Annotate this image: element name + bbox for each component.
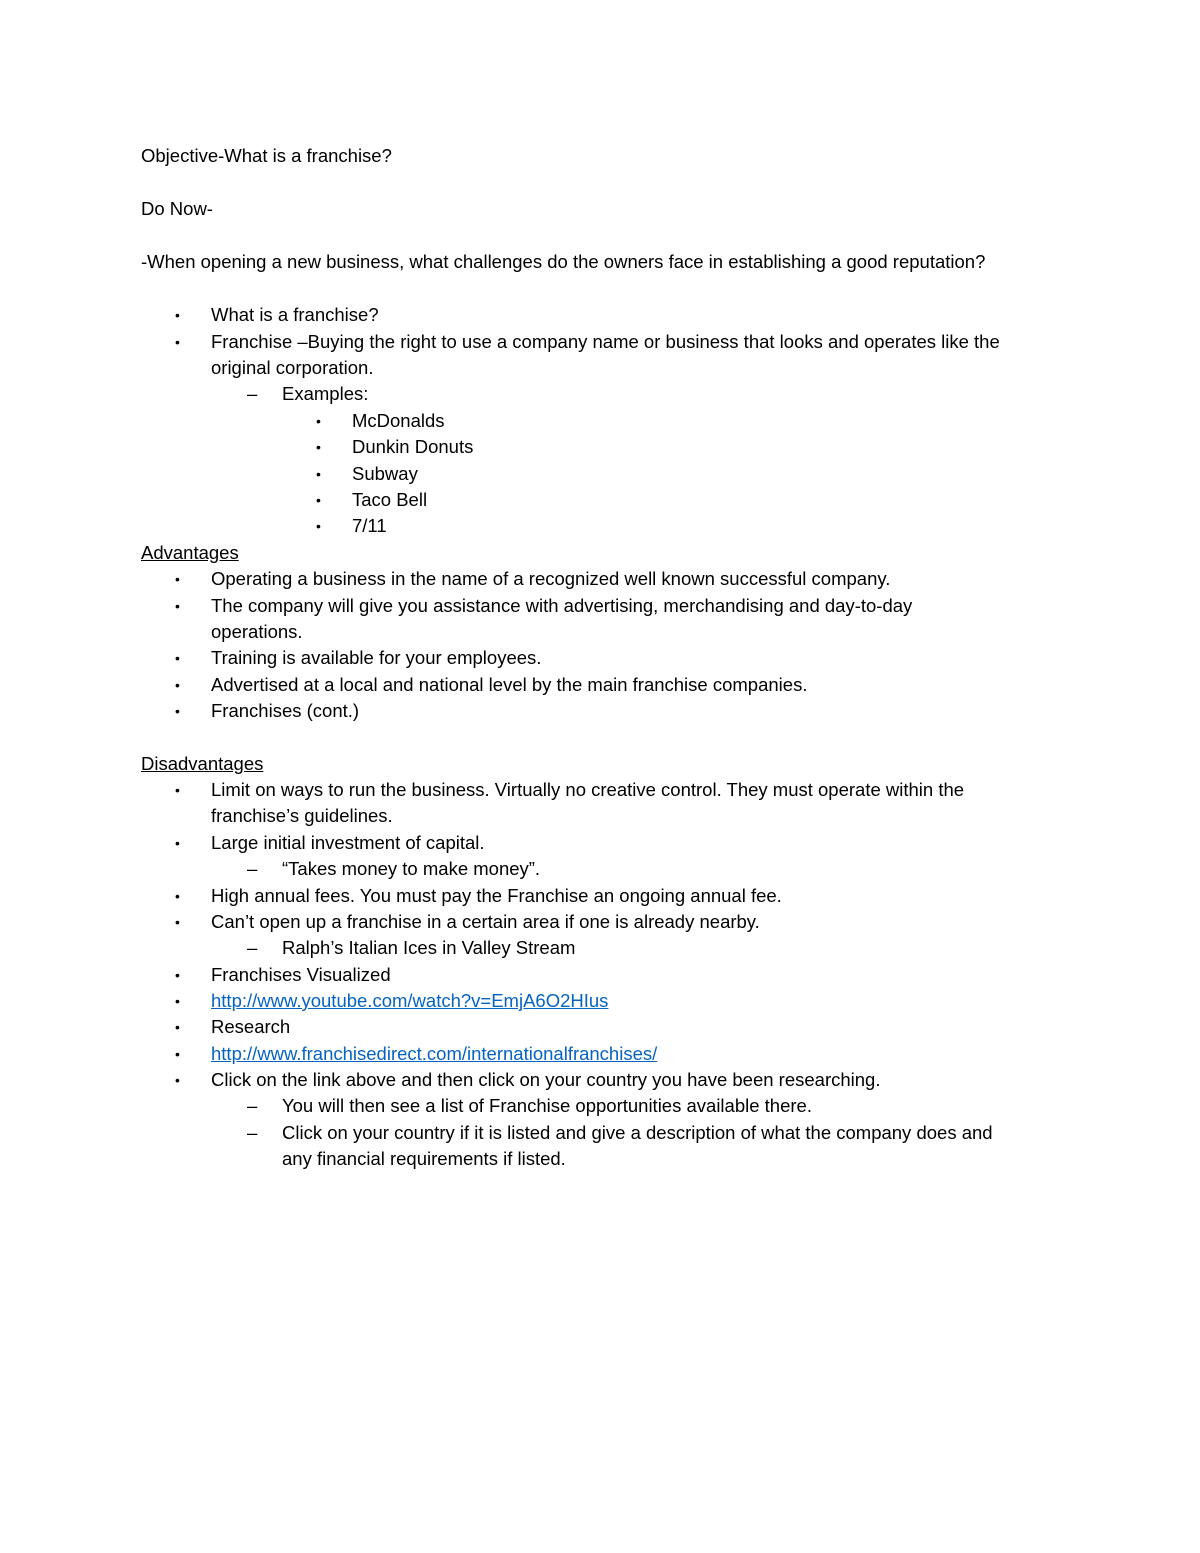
disadvantage-item: Franchises Visualized <box>211 964 391 985</box>
bullet-glyph: • <box>175 334 180 350</box>
bullet-glyph: • <box>175 835 180 851</box>
dash-glyph: – <box>247 937 258 958</box>
bullet-glyph: • <box>175 888 180 904</box>
example-item: McDonalds <box>352 410 445 431</box>
example-item: 7/11 <box>352 515 387 536</box>
bullet-glyph: • <box>175 598 180 614</box>
disadvantage-item: High annual fees. You must pay the Franchise an ongoing annual fee. <box>211 885 782 906</box>
bullet-glyph: • <box>175 914 180 930</box>
dash-glyph: – <box>247 383 258 404</box>
advantages-heading: Advantages <box>141 542 239 563</box>
bullet-glyph: • <box>316 492 321 508</box>
bullet-glyph: • <box>316 439 321 455</box>
bullet-glyph: • <box>175 677 180 693</box>
advantage-item: Training is available for your employees. <box>211 647 542 668</box>
franchisedirect-link[interactable]: http://www.franchisedirect.com/internationalfranchises/ <box>211 1043 658 1064</box>
question-line: -When opening a new business, what challenges do the owners face in establishing a good reputation? <box>141 251 986 272</box>
bullet-glyph: • <box>175 782 180 798</box>
advantage-item: Franchises (cont.) <box>211 700 360 721</box>
bullet-glyph: • <box>316 466 321 482</box>
example-item: Subway <box>352 463 418 484</box>
youtube-link[interactable]: http://www.youtube.com/watch?v=EmjA6O2HIus <box>211 990 609 1011</box>
objective-line: Objective-What is a franchise? <box>141 145 392 166</box>
intro-item-continued: original corporation. <box>211 357 374 378</box>
disadvantage-item: Limit on ways to run the business. Virtually no creative control. They must operate within the <box>211 779 965 800</box>
advantage-item: The company will give you assistance with advertising, merchandising and day-to-day <box>211 595 913 616</box>
dash-glyph: – <box>247 858 258 879</box>
example-item: Taco Bell <box>352 489 428 510</box>
advantage-item: Operating a business in the name of a recognized well known successful company. <box>211 568 891 589</box>
intro-item: Franchise –Buying the right to use a company name or business that looks and operates like the <box>211 331 1000 352</box>
bullet-glyph: • <box>175 967 180 983</box>
disadvantage-subitem: “Takes money to make money”. <box>282 858 541 879</box>
bullet-glyph: • <box>175 650 180 666</box>
intro-item: What is a franchise? <box>211 304 379 325</box>
dash-glyph: – <box>247 1122 258 1143</box>
disadvantage-subitem: Ralph’s Italian Ices in Valley Stream <box>282 937 576 958</box>
disadvantage-subitem-continued: any financial requirements if listed. <box>282 1148 566 1169</box>
examples-label: Examples: <box>282 383 369 404</box>
example-item: Dunkin Donuts <box>352 436 474 457</box>
disadvantage-subitem: You will then see a list of Franchise opportunities available there. <box>282 1095 812 1116</box>
bullet-glyph: • <box>175 307 180 323</box>
advantage-item-continued: operations. <box>211 621 303 642</box>
disadvantage-item-continued: franchise’s guidelines. <box>211 805 393 826</box>
disadvantage-item: Large initial investment of capital. <box>211 832 485 853</box>
do-now-line: Do Now- <box>141 198 213 219</box>
advantage-item: Advertised at a local and national level by the main franchise companies. <box>211 674 808 695</box>
bullet-glyph: • <box>175 571 180 587</box>
bullet-glyph: • <box>175 703 180 719</box>
bullet-glyph: • <box>316 518 321 534</box>
bullet-glyph: • <box>175 1072 180 1088</box>
disadvantages-heading: Disadvantages <box>141 753 264 774</box>
bullet-glyph: • <box>175 993 180 1009</box>
bullet-glyph: • <box>316 413 321 429</box>
disadvantage-subitem: Click on your country if it is listed and give a description of what the company does and <box>282 1122 993 1143</box>
disadvantage-item: Can’t open up a franchise in a certain area if one is already nearby. <box>211 911 760 932</box>
disadvantage-item: Research <box>211 1016 291 1037</box>
dash-glyph: – <box>247 1095 258 1116</box>
disadvantage-item: Click on the link above and then click on your country you have been researching. <box>211 1069 881 1090</box>
bullet-glyph: • <box>175 1046 180 1062</box>
bullet-glyph: • <box>175 1019 180 1035</box>
